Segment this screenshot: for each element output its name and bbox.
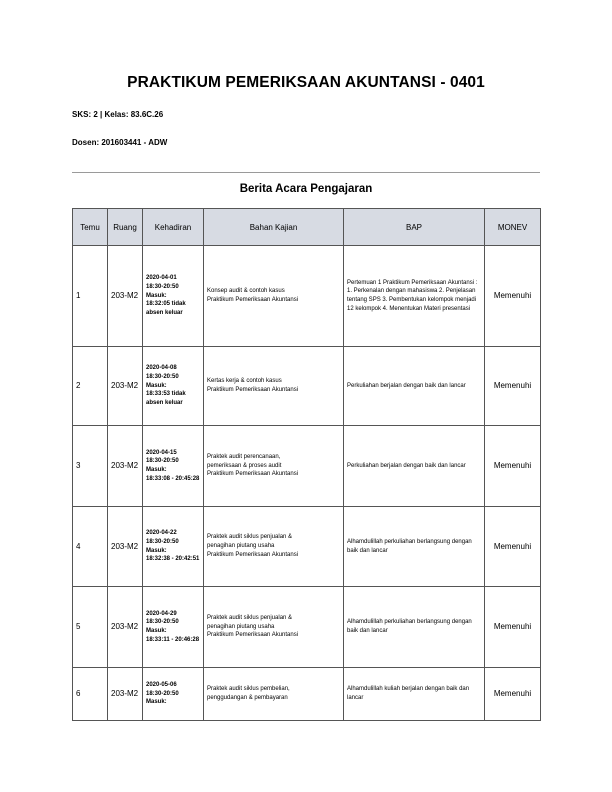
kehadiran-time: 18:30-20:50 xyxy=(146,283,179,290)
cell-monev: Memenuhi xyxy=(485,426,541,507)
kehadiran-label: Masuk: xyxy=(146,467,167,473)
table-header-row xyxy=(73,209,541,246)
cell-bap: Pertemuan 1 Praktikum Pemeriksaan Akuntansi : 1. Perkenalan dengan mahasiswa 2. Penjelasan tentang SPS 3. Pembentukan kelompok menjadi 12 kelompok 4. Menentukan Materi presentasi xyxy=(344,246,485,347)
kehadiran-time: 18:30-20:50 xyxy=(146,619,179,626)
cell-kehadiran xyxy=(143,507,204,587)
kehadiran-checkin: 18:33:08 - 20:45:28 xyxy=(146,475,200,482)
cell-ruang: 203-M2 xyxy=(108,426,143,507)
kehadiran-time: 18:30-20:50 xyxy=(146,373,179,380)
cell-bahan-kajian xyxy=(204,668,344,721)
kehadiran-date: 2020-04-22 xyxy=(146,530,177,537)
kehadiran-checkin: 18:32:38 - 20:42:51 xyxy=(146,556,200,563)
cell-monev: Memenuhi xyxy=(485,347,541,426)
cell-kehadiran xyxy=(143,587,204,668)
cell-bap: Alhamdulillah perkuliahan berlangsung dengan baik dan lancar xyxy=(344,507,485,587)
cell-bap: Alhamdulillah kuliah berjalan dengan baik dan lancar xyxy=(344,668,485,721)
kehadiran-date: 2020-04-29 xyxy=(146,610,177,617)
bahan-line: penggudangan & pembayaran xyxy=(207,695,288,701)
table-row xyxy=(73,587,541,668)
bahan-line: Praktikum Pemeriksaan Akuntansi xyxy=(207,551,299,558)
kehadiran-label: Masuk: xyxy=(146,382,167,389)
cell-bahan-kajian xyxy=(204,426,344,507)
kehadiran-label: Masuk: xyxy=(146,292,167,299)
kehadiran-date: 2020-05-06 xyxy=(146,681,177,688)
bahan-line: Kertas kerja & contoh kasus xyxy=(207,378,282,385)
cell-kehadiran xyxy=(143,246,204,347)
kehadiran-date: 2020-04-08 xyxy=(146,365,177,372)
cell-bahan-kajian xyxy=(204,246,344,347)
bahan-line: penagihan piutang usaha xyxy=(207,543,275,550)
cell-temu: 6 xyxy=(73,668,108,721)
cell-kehadiran xyxy=(143,426,204,507)
cell-ruang: 203-M2 xyxy=(108,507,143,587)
cell-temu: 4 xyxy=(73,507,108,587)
bahan-line: Praktek audit siklus pembelian, xyxy=(207,686,290,693)
kehadiran-label: Masuk: xyxy=(146,699,167,706)
cell-ruang: 203-M2 xyxy=(108,347,143,426)
kehadiran-label: Masuk: xyxy=(146,547,167,554)
header-kehadiran: Kehadiran xyxy=(143,209,204,246)
cell-ruang: 203-M2 xyxy=(108,668,143,721)
cell-bap: Perkuliahan berjalan dengan baik dan lancar xyxy=(344,426,485,507)
bahan-line: Praktikum Pemeriksaan Akuntansi xyxy=(207,471,299,478)
cell-monev: Memenuhi xyxy=(485,507,541,587)
cell-temu: 5 xyxy=(73,587,108,668)
cell-kehadiran xyxy=(143,347,204,426)
cell-monev: Memenuhi xyxy=(485,246,541,347)
cell-bahan-kajian xyxy=(204,507,344,587)
table-row xyxy=(73,668,541,721)
bahan-line: Praktikum Pemeriksaan Akuntansi xyxy=(207,387,299,393)
bahan-line: Praktek audit siklus penjualan & xyxy=(207,534,293,541)
table-row xyxy=(73,246,541,347)
kehadiran-date: 2020-04-01 xyxy=(146,275,177,282)
bahan-line: Praktikum Pemeriksaan Akuntansi xyxy=(207,297,299,303)
page-title: PRAKTIKUM PEMERIKSAAN AKUNTANSI - 0401 xyxy=(127,74,485,91)
bahan-line: pemeriksaan & proses audit xyxy=(207,462,282,469)
cell-bap: Alhamdulillah perkuliahan berlangsung dengan baik dan lancar xyxy=(344,587,485,668)
cell-temu: 2 xyxy=(73,347,108,426)
divider xyxy=(72,172,540,173)
bahan-line: penagihan piutang usaha xyxy=(207,623,275,630)
bahan-line: Praktek audit perencanaan, xyxy=(207,453,281,460)
kehadiran-checkin: 18:33:53 tidak absen keluar xyxy=(146,391,186,407)
cell-bap: Perkuliahan berjalan dengan baik dan lancar xyxy=(344,347,485,426)
bahan-line: Praktikum Pemeriksaan Akuntansi xyxy=(207,632,299,639)
header-monev: MONEV xyxy=(485,209,541,246)
bahan-line: Praktek audit siklus penjualan & xyxy=(207,614,293,621)
cell-temu: 3 xyxy=(73,426,108,507)
cell-temu: 1 xyxy=(73,246,108,347)
table-row xyxy=(73,426,541,507)
course-meta: SKS: 2 | Kelas: 83.6C.26 xyxy=(72,110,164,119)
header-ruang: Ruang xyxy=(108,209,143,246)
kehadiran-label: Masuk: xyxy=(146,628,167,634)
cell-monev: Memenuhi xyxy=(485,587,541,668)
cell-bahan-kajian xyxy=(204,347,344,426)
cell-ruang: 203-M2 xyxy=(108,246,143,347)
kehadiran-time: 18:30-20:50 xyxy=(146,458,179,465)
kehadiran-date: 2020-04-15 xyxy=(146,449,177,456)
cell-monev: Memenuhi xyxy=(485,668,541,721)
lecturer-meta: Dosen: 201603441 - ADW xyxy=(72,138,168,147)
table-row xyxy=(73,507,541,587)
cell-ruang: 203-M2 xyxy=(108,587,143,668)
header-temu: Temu xyxy=(73,209,108,246)
section-title: Berita Acara Pengajaran xyxy=(239,183,373,195)
kehadiran-checkin: 18:32:05 tidak absen keluar xyxy=(146,301,186,317)
bahan-line: Konsep audit & contoh kasus xyxy=(207,288,285,295)
kehadiran-checkin: 18:33:11 - 20:46:28 xyxy=(146,636,200,643)
teaching-record-table xyxy=(72,208,541,721)
table-row xyxy=(73,347,541,426)
header-bap: BAP xyxy=(344,209,485,246)
kehadiran-time: 18:30-20:50 xyxy=(146,538,179,545)
header-bahan-kajian: Bahan Kajian xyxy=(204,209,344,246)
cell-kehadiran xyxy=(143,668,204,721)
kehadiran-time: 18:30-20:50 xyxy=(146,690,179,697)
cell-bahan-kajian xyxy=(204,587,344,668)
